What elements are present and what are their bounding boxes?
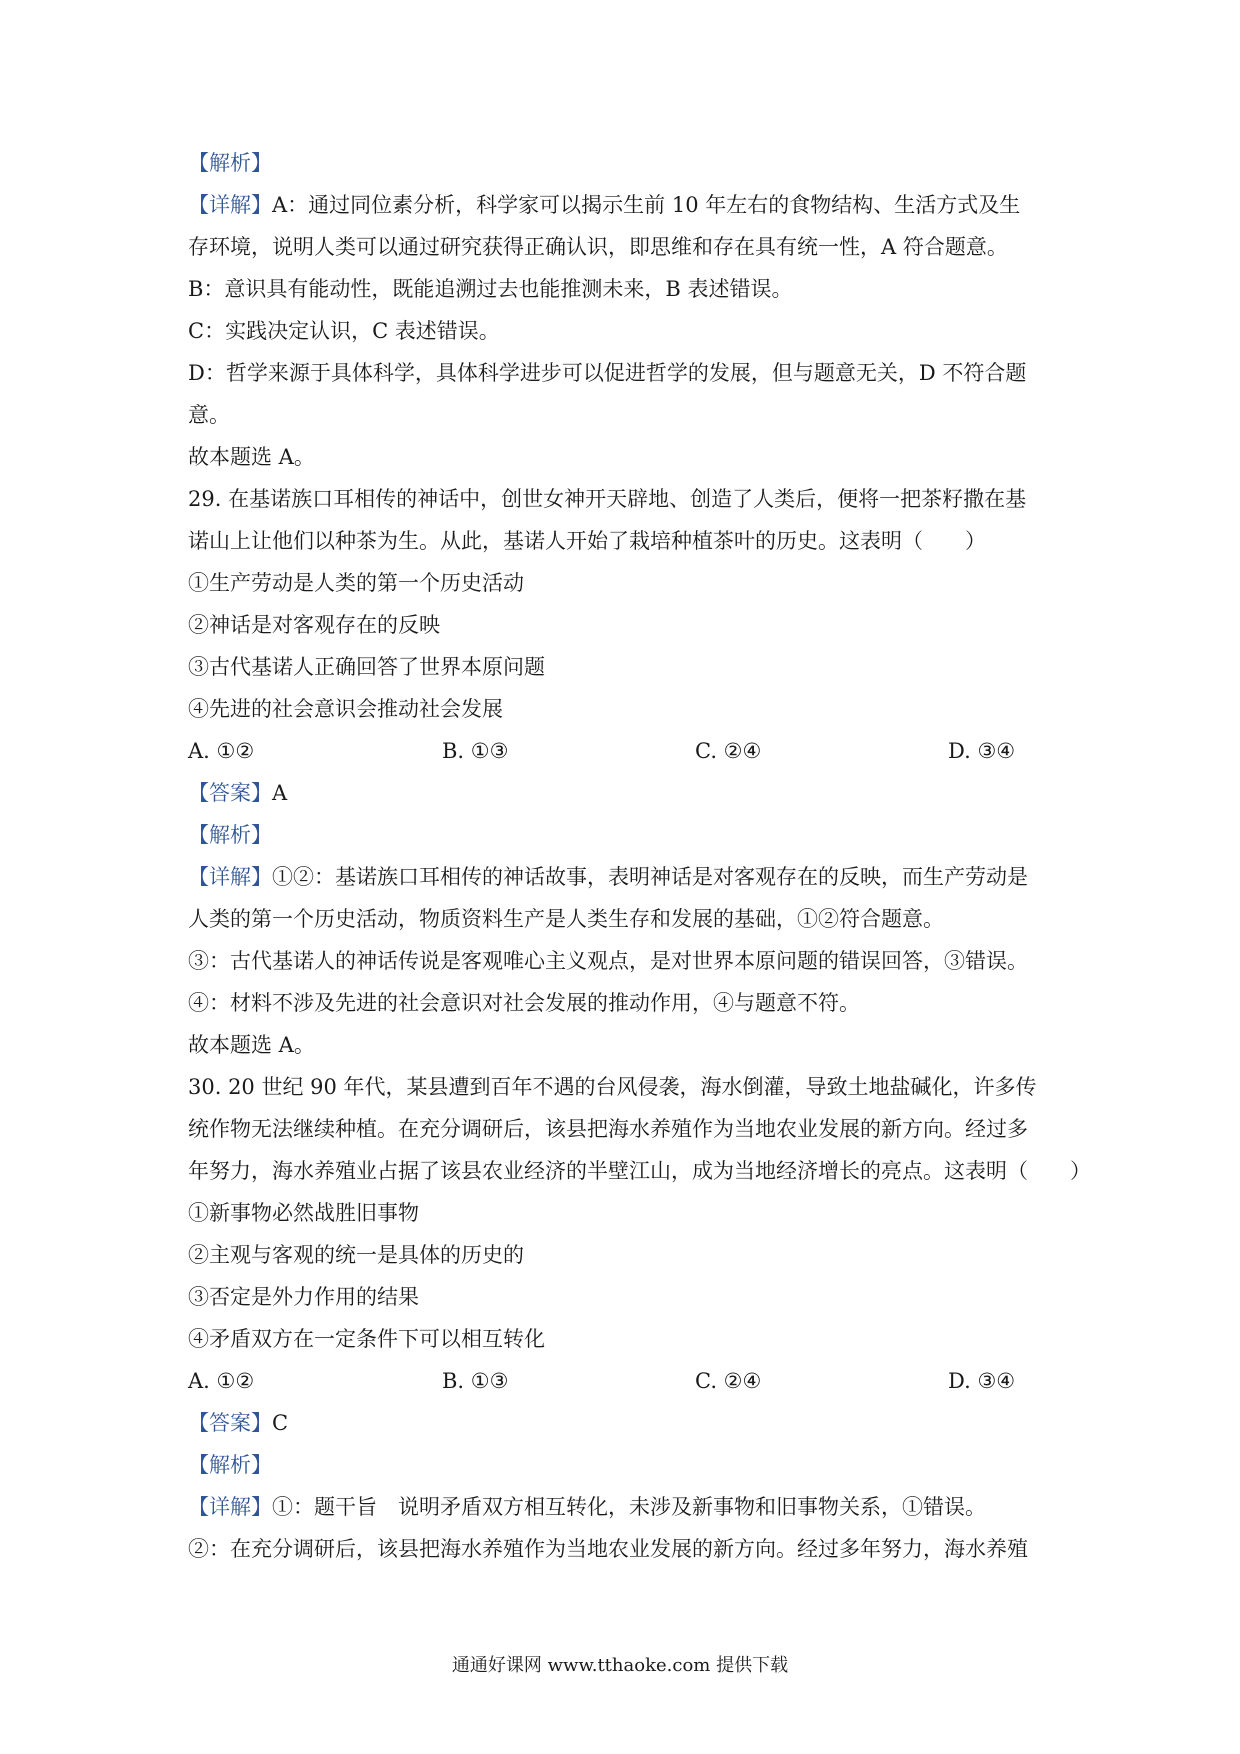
- q29-option-d: D. ③④: [948, 739, 1016, 763]
- q30-stem: 统作物无法继续种植。在充分调研后，该县把海水养殖作为当地农业发展的新方向。经过多: [188, 1117, 1028, 1141]
- q30-option-c: C. ②④: [695, 1369, 762, 1393]
- q29-item-2: ②神话是对客观存在的反映: [188, 613, 440, 637]
- detail-tag: 【详解】: [188, 865, 272, 889]
- q29-option-c: C. ②④: [695, 739, 762, 763]
- q30-stem: 年努力，海水养殖业占据了该县农业经济的半壁江山，成为当地经济增长的亮点。这表明（ ）: [188, 1159, 1091, 1183]
- q30-option-d: D. ③④: [948, 1369, 1016, 1393]
- q30-stem: 30. 20 世纪 90 年代，某县遭到百年不遇的台风侵袭，海水倒灌，导致土地盐碱化，许多传: [188, 1075, 1037, 1099]
- answer-tag: 【答案】: [188, 1411, 272, 1435]
- q29-answer: [188, 778, 287, 808]
- q28-detail-b: B：意识具有能动性，既能追溯过去也能推测未来，B 表述错误。: [188, 277, 793, 301]
- q30-option-a: A. ①②: [188, 1369, 255, 1393]
- detail-tag: 【详解】: [188, 193, 272, 217]
- q30-answer: [188, 1408, 288, 1438]
- q30-item-4: ④矛盾双方在一定条件下可以相互转化: [188, 1327, 545, 1351]
- analysis-heading: 【解析】: [188, 823, 272, 847]
- answer-tag: 【答案】: [188, 781, 272, 805]
- q29-item-3: ③古代基诺人正确回答了世界本原问题: [188, 655, 545, 679]
- q30-detail-line: ②：在充分调研后，该县把海水养殖作为当地农业发展的新方向。经过多年努力，海水养殖: [188, 1537, 1028, 1561]
- q29-item-1: ①生产劳动是人类的第一个历史活动: [188, 571, 524, 595]
- q28-conclusion: 故本题选 A。: [188, 445, 315, 469]
- q28-detail-d: 意。: [188, 403, 230, 427]
- q29-detail-line: ④：材料不涉及先进的社会意识对社会发展的推动作用，④与题意不符。: [188, 991, 860, 1015]
- q28-detail-c: C：实践决定认识，C 表述错误。: [188, 319, 500, 343]
- q29-stem: 诺山上让他们以种茶为生。从此，基诺人开始了栽培种植茶叶的历史。这表明（ ）: [188, 529, 986, 553]
- page-footer: 通通好课网 www.tthaoke.com 提供下载: [451, 1655, 789, 1676]
- q30-item-3: ③否定是外力作用的结果: [188, 1285, 419, 1309]
- q29-item-4: ④先进的社会意识会推动社会发展: [188, 697, 503, 721]
- q30-item-2: ②主观与客观的统一是具体的历史的: [188, 1243, 524, 1267]
- q30-item-1: ①新事物必然战胜旧事物: [188, 1201, 419, 1225]
- q28-detail-line: 【详解】A：通过同位素分析，科学家可以揭示生前 10 年左右的食物结构、生活方式及生: [188, 193, 1021, 217]
- q28-detail-d: D：哲学来源于具体科学，具体科学进步可以促进哲学的发展，但与题意无关，D 不符合题: [188, 361, 1027, 385]
- q30-detail-line: 【详解】①：题干旨 说明矛盾双方相互转化，未涉及新事物和旧事物关系，①错误。: [188, 1495, 986, 1519]
- analysis-heading: 【解析】: [188, 151, 272, 175]
- q30-option-b: B. ①③: [442, 1369, 509, 1393]
- q29-detail-line: 【详解】①②：基诺族口耳相传的神话故事，表明神话是对客观存在的反映，而生产劳动是: [188, 865, 1028, 889]
- q29-detail-line: ③：古代基诺人的神话传说是客观唯心主义观点，是对世界本原问题的错误回答，③错误。: [188, 949, 1028, 973]
- detail-tag: 【详解】: [188, 1495, 272, 1519]
- q28-detail-line: 存环境，说明人类可以通过研究获得正确认识，即思维和存在具有统一性，A 符合题意。: [188, 235, 1008, 259]
- q29-option-a: A. ①②: [188, 739, 255, 763]
- answer-value: C: [272, 1411, 289, 1435]
- q29-detail-line: 人类的第一个历史活动，物质资料生产是人类生存和发展的基础，①②符合题意。: [188, 907, 944, 931]
- q29-option-b: B. ①③: [442, 739, 509, 763]
- q29-stem: 29. 在基诺族口耳相传的神话中，创世女神开天辟地、创造了人类后，便将一把茶籽撒在基: [188, 487, 1027, 511]
- q29-conclusion: 故本题选 A。: [188, 1033, 315, 1057]
- answer-value: A: [272, 781, 288, 805]
- analysis-heading: 【解析】: [188, 1453, 272, 1477]
